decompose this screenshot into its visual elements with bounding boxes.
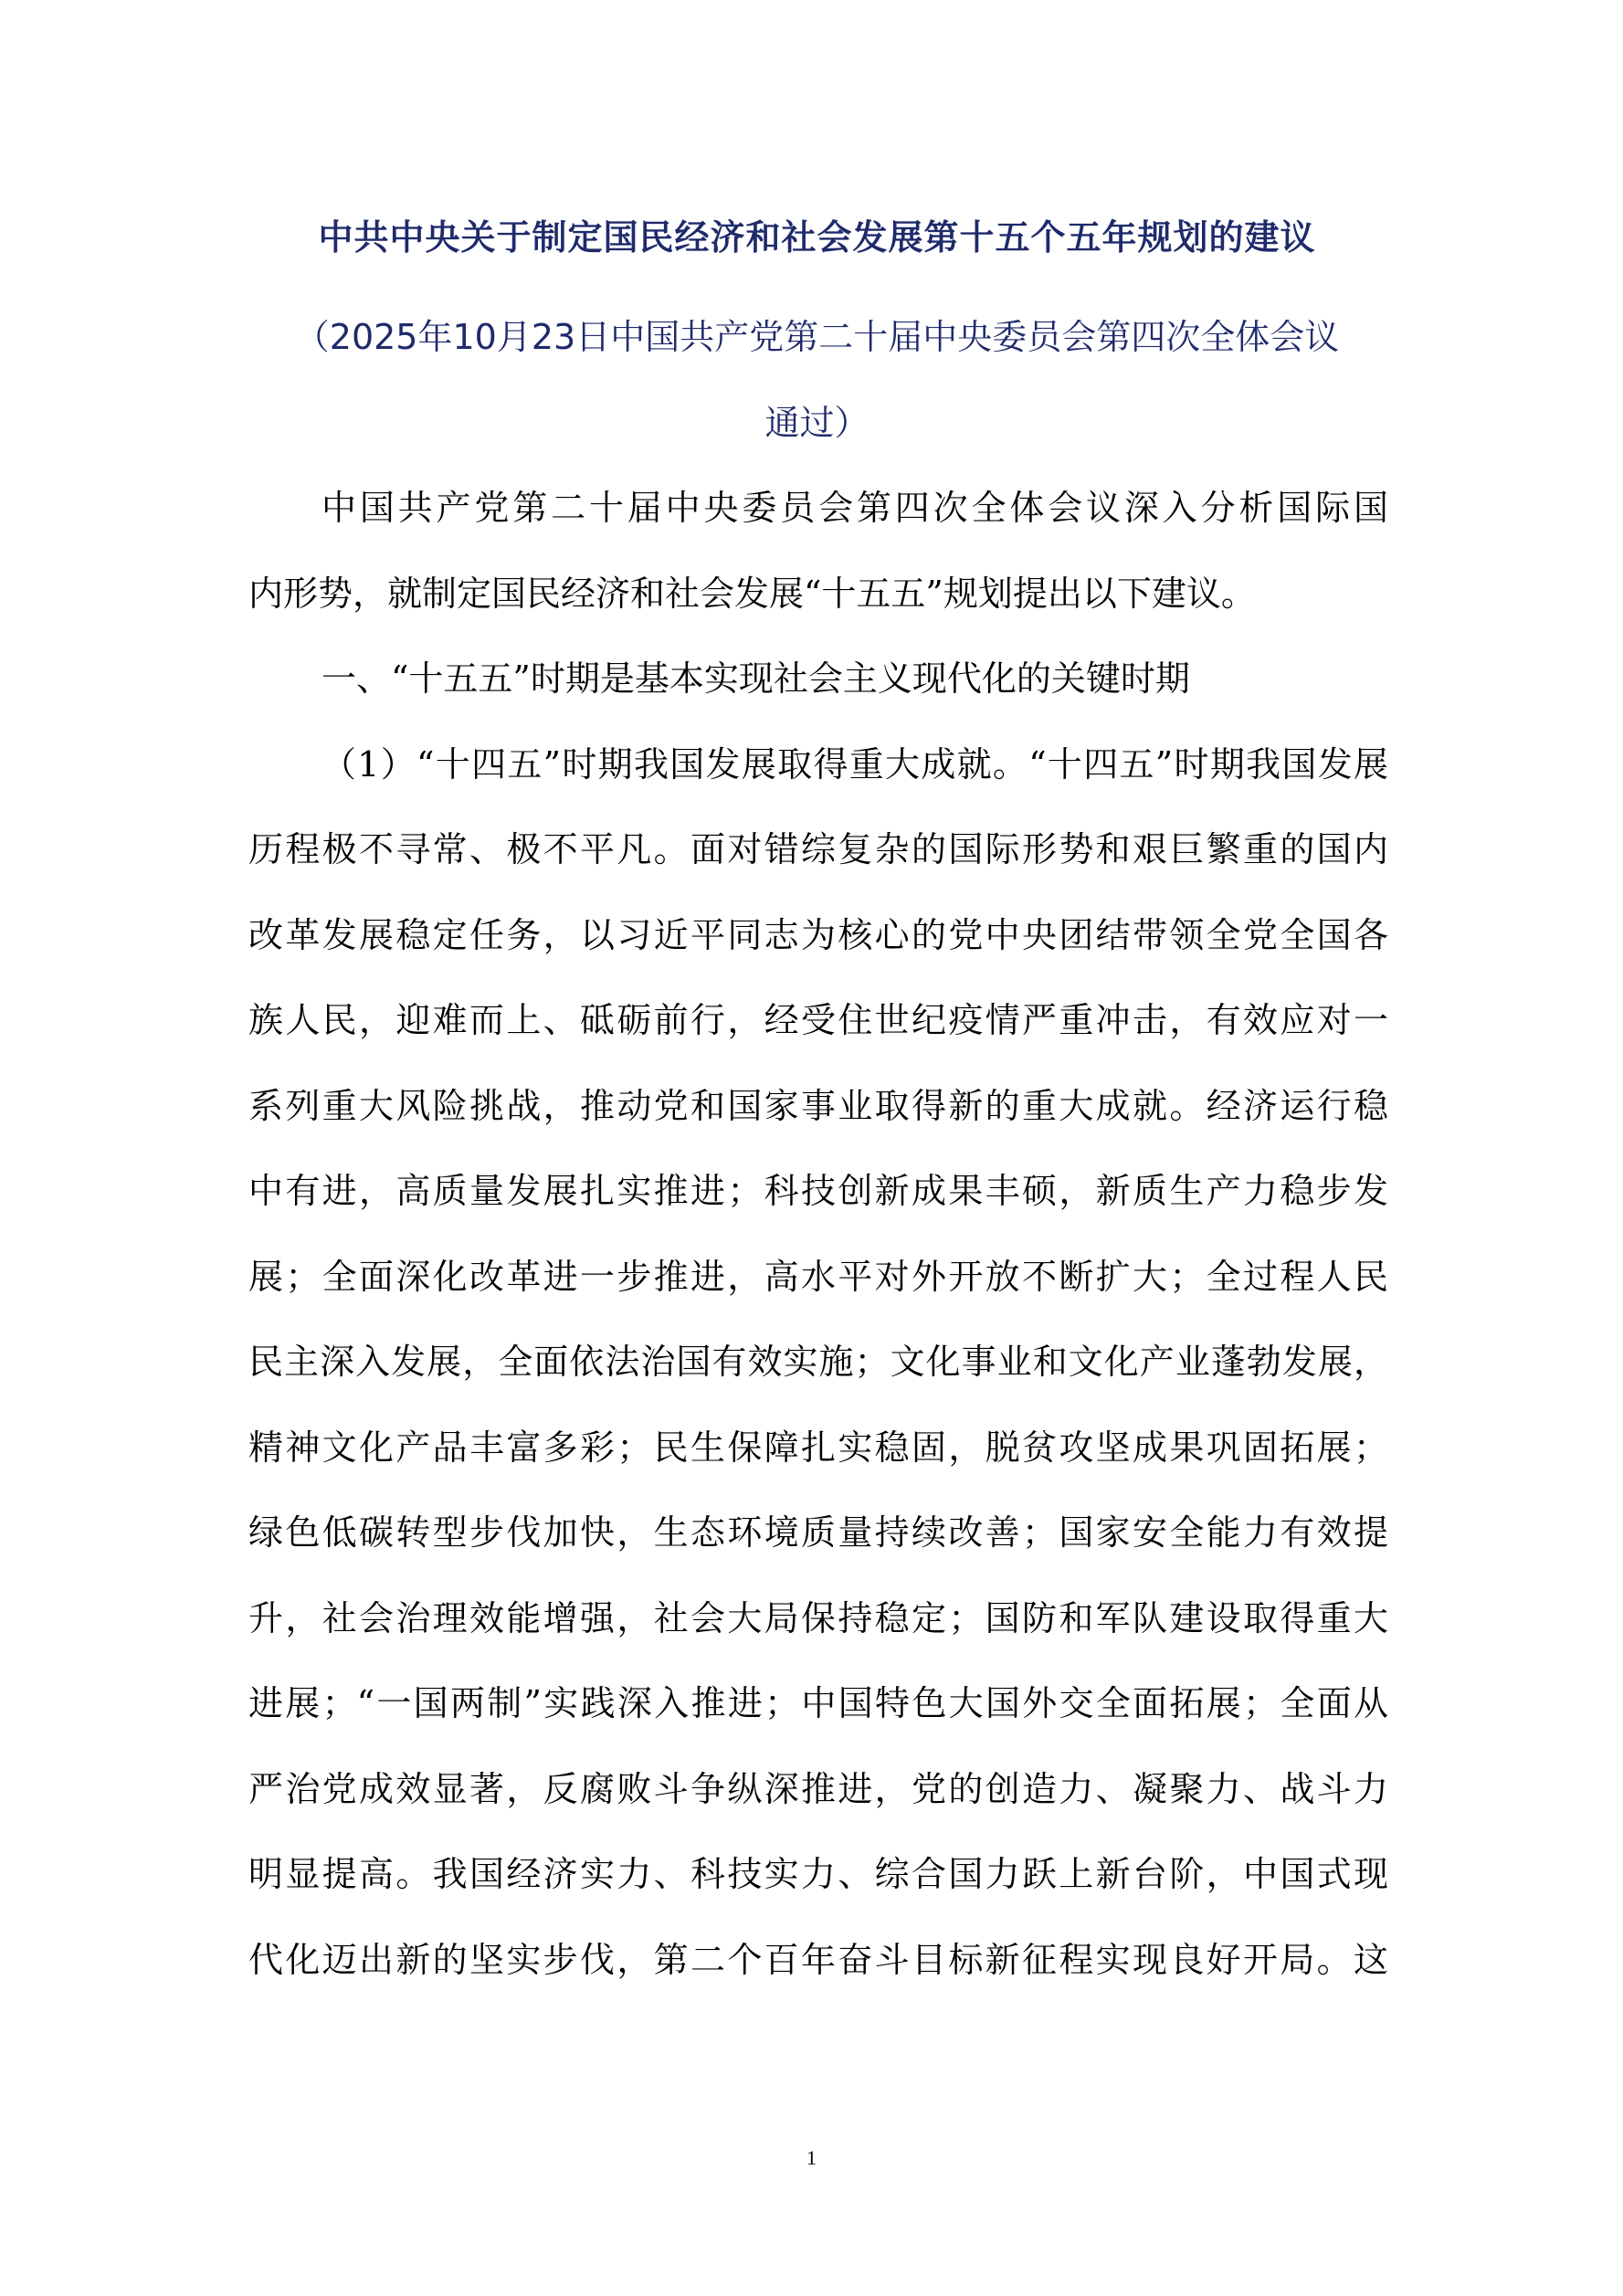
paragraph-line: 展；全面深化改革进一步推进，高水平对外开放不断扩大；全过程人民	[248, 1256, 1388, 1297]
paragraph-line: 进展；“一国两制”实践深入推进；中国特色大国外交全面拓展；全面从	[248, 1683, 1388, 1723]
intro-paragraph	[248, 466, 1388, 637]
paragraph-line: 内形势，就制定国民经济和社会发展“十五五”规划提出以下建议。	[248, 573, 1256, 614]
paragraph-line: 严治党成效显著，反腐败斗争纵深推进，党的创造力、凝聚力、战斗力	[248, 1768, 1388, 1809]
paragraph-line: 改革发展稳定任务，以习近平同志为核心的党中央团结带领全党全国各	[248, 914, 1388, 955]
paragraph-line: 代化迈出新的坚实步伐，第二个百年奋斗目标新征程实现良好开局。这	[248, 1939, 1388, 1980]
body-paragraph	[248, 722, 1388, 2004]
section-heading-text: 一、“十五五”时期是基本实现社会主义现代化的关键时期	[321, 658, 1190, 699]
paragraph-line: 族人民，迎难而上、砥砺前行，经受住世纪疫情严重冲击，有效应对一	[248, 1000, 1388, 1040]
paragraph-line: 中国共产党第二十届中央委员会第四次全体会议深入分析国际国	[321, 488, 1388, 528]
paragraph-line: 精神文化产品丰富多彩；民生保障扎实稳固，脱贫攻坚成果巩固拓展；	[248, 1427, 1388, 1468]
document-subtitle	[248, 294, 1386, 466]
paragraph-line: 中有进，高质量发展扎实推进；科技创新成果丰硕，新质生产力稳步发	[248, 1171, 1388, 1211]
paragraph-line: 系列重大风险挑战，推动党和国家事业取得新的重大成就。经济运行稳	[248, 1085, 1388, 1126]
paragraph-line: 升，社会治理效能增强，社会大局保持稳定；国防和军队建设取得重大	[248, 1597, 1388, 1638]
paragraph-line: （1）“十四五”时期我国发展取得重大成就。“十四五”时期我国发展	[321, 743, 1388, 785]
subtitle-line: 通过）	[764, 403, 869, 443]
section-heading	[248, 637, 1388, 722]
paragraph-line: 明显提高。我国经济实力、科技实力、综合国力跃上新台阶，中国式现	[248, 1854, 1388, 1894]
document-title: 中共中央关于制定国民经济和社会发展第十五个五年规划的建议	[318, 217, 1316, 258]
paragraph-line: 民主深入发展，全面依法治国有效实施；文化事业和文化产业蓬勃发展，	[248, 1342, 1388, 1382]
paragraph-line: 绿色低碳转型步伐加快，生态环境质量持续改善；国家安全能力有效提	[248, 1512, 1388, 1553]
subtitle-line: （2025年10月23日中国共产党第二十届中央委员会第四次全体会议	[294, 317, 1340, 357]
paragraph-line: 历程极不寻常、极不平凡。面对错综复杂的国际形势和艰巨繁重的国内	[248, 829, 1388, 869]
page-number: 1	[806, 2146, 817, 2169]
document-body	[248, 466, 1388, 2003]
